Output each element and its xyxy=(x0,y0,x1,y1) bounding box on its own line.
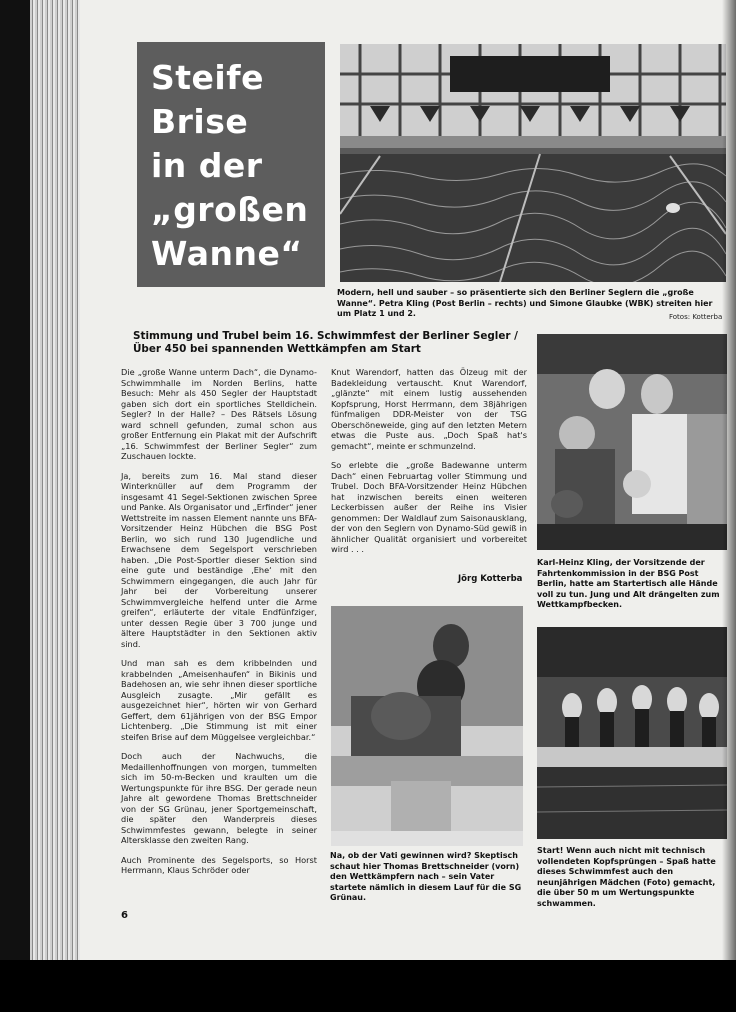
photo-credit: Fotos: Kotterba xyxy=(669,313,723,321)
starter-table-caption: Karl-Heinz Kling, der Vorsitzende der Fahrtenkommission in der BSG Post Berlin, hatte am Startertisch alle Hände voll zu tun. Jung und Alt drängelten zum Wettkampfbecken. xyxy=(537,558,720,609)
headline-box xyxy=(137,42,325,287)
page-edges xyxy=(30,0,80,960)
paragraph: Knut Warendorf, hatten das Ölzeug mit der Badekleidung vertauscht. Knut Warendorf, „glänzte“ mit einem lustig aussehenden Kopfsprung, Horst Herrmann, dem 38jährigen fünfmaligen DDR-Meister von der TSG Oberschöneweide, ging auf den letzten Metern etwas die Puste aus. „Doch Spaß hat's gemacht“, meinte er schmunzelnd. xyxy=(331,367,527,451)
race-start-photo xyxy=(537,627,727,839)
page-curl-shadow xyxy=(722,0,736,960)
page-number: 6 xyxy=(121,910,128,921)
headline xyxy=(151,56,308,276)
paragraph: Und man sah es dem kribbelnden und krabbelnden „Ameisenhaufen“ in Bikinis und Badehosen an, wie sehr ihnen dieser sportliche Ausgleich zusagte. „Mir gefällt es ausgezeichnet hier“, hörten wir von Gerhard Geffert, dem 61jährigen von der BSG Empor Lichtenberg. „Die Stimmung ist mit einer steifen Brise auf dem Müggelsee vergleichbar.“ xyxy=(121,658,317,742)
paragraph: Die „große Wanne unterm Dach“, die Dynamo-Schwimmhalle im Norden Berlins, hatte Besuch: Mehr als 450 Segler der Hauptstadt gaben sich dort ein sportliches Stelldichein. Segler? In der Halle? – Des Rätsels Lösung ward schnell gefunden, zumal schon aus großer Entfernung ein Plakat mit der Aufschrift „16. Schwimmfest der Berliner Segler“ zum Zuschauen lockte. xyxy=(121,367,317,461)
paragraph: Ja, bereits zum 16. Mal stand dieser Winterknüller auf dem Programm der insgesamt 41 Segel-Sektionen zwischen Spree und Panke. Als Organisator und „Erfinder“ jener Wettstreite im nassen Element nannte uns BFA-Vorsitzender Heinz Hübchen die BSG Post Berlin, wo sich rund 130 Jugendliche und Erwachsene dem Segelsport verschrieben haben. „Die Post-Sportler dieser Sektion sind eine gute und beständige ‚Ehe‘ mit den Schwimmern eingegangen, die auch Jahr für Jahr bei der Vorbereitung unserer Schwimmvergleiche helfend unter die Arme greifen“, erläuterte der vitale Endfünfziger, unter dessen Regie über 3 700 junge und ältere Hauptstädter in den Sektionen aktiv sind. xyxy=(121,470,317,649)
subheadline: Stimmung und Trubel beim 16. Schwimmfest der Berliner Segler / Über 450 bei spannenden Wettkämpfen am Start xyxy=(133,330,518,355)
headline-line: Steife xyxy=(151,58,264,97)
scan-background xyxy=(0,960,736,1012)
starter-table-photo xyxy=(537,334,727,550)
book-spine xyxy=(0,0,30,1012)
top-photo-caption: Modern, hell und sauber – so präsentierte sich den Berliner Seglern die „große Wanne“. Petra Kling (Post Berlin – rechts) und Simone Glaubke (WBK) streiten hier um Platz 1 und 2. xyxy=(337,288,713,318)
boy-poolside-photo xyxy=(331,606,523,846)
headline-line: in der xyxy=(151,146,263,185)
boy-poolside-caption: Na, ob der Vati gewinnen wird? Skeptisch schaut hier Thomas Brettschneider (vorn) den Wettkämpfern nach – sein Vater startete nämlich in diesem Lauf für die SG Grünau. xyxy=(330,851,522,902)
headline-line: Wanne“ xyxy=(151,234,303,273)
swimming-hall-photo xyxy=(340,44,726,282)
article-column-1 xyxy=(121,367,317,885)
paragraph: So erlebte die „große Badewanne unterm Dach“ einen Februartag voller Stimmung und Trubel. Doch BFA-Vorsitzender Heinz Hübchen hat inzwischen bereits einen weiteren Leckerbissen außer der Reihe ins Visier genommen: Der Waldlauf zum Saisonausklang, der von den Seglern von Dynamo-Süd gewiß in ähnlicher Qualität organisiert und vorbereitet wird . . . xyxy=(331,460,527,554)
headline-line: „großen xyxy=(151,190,309,229)
paragraph: Auch Prominente des Segelsports, so Horst Herrmann, Klaus Schröder oder xyxy=(121,854,317,875)
article-column-2 xyxy=(331,367,527,564)
paragraph: Doch auch der Nachwuchs, die Medaillenhoffnungen von morgen, tummelten sich im 50-m-Becken und kraulten um die Wertungspunkte für ihre BSG. Der gerade neun Jahre alt gewordene Thomas Brettschneider von der SG Grünau, jener Sportgemeinschaft, die später den Wanderpreis dieses Schwimmfestes gewann, belegte in seiner Altersklasse den zweiten Rang. xyxy=(121,751,317,845)
headline-line: Brise xyxy=(151,102,249,141)
race-start-caption: Start! Wenn auch nicht mit technisch vollendeten Kopfsprüngen – Spaß hatte dieses Schwimmfest auch den neunjährigen Mädchen (Foto) gemacht, die über 50 m um Wertungspunkte schwammen. xyxy=(537,846,716,908)
author-signature: Jörg Kotterba xyxy=(458,574,523,584)
